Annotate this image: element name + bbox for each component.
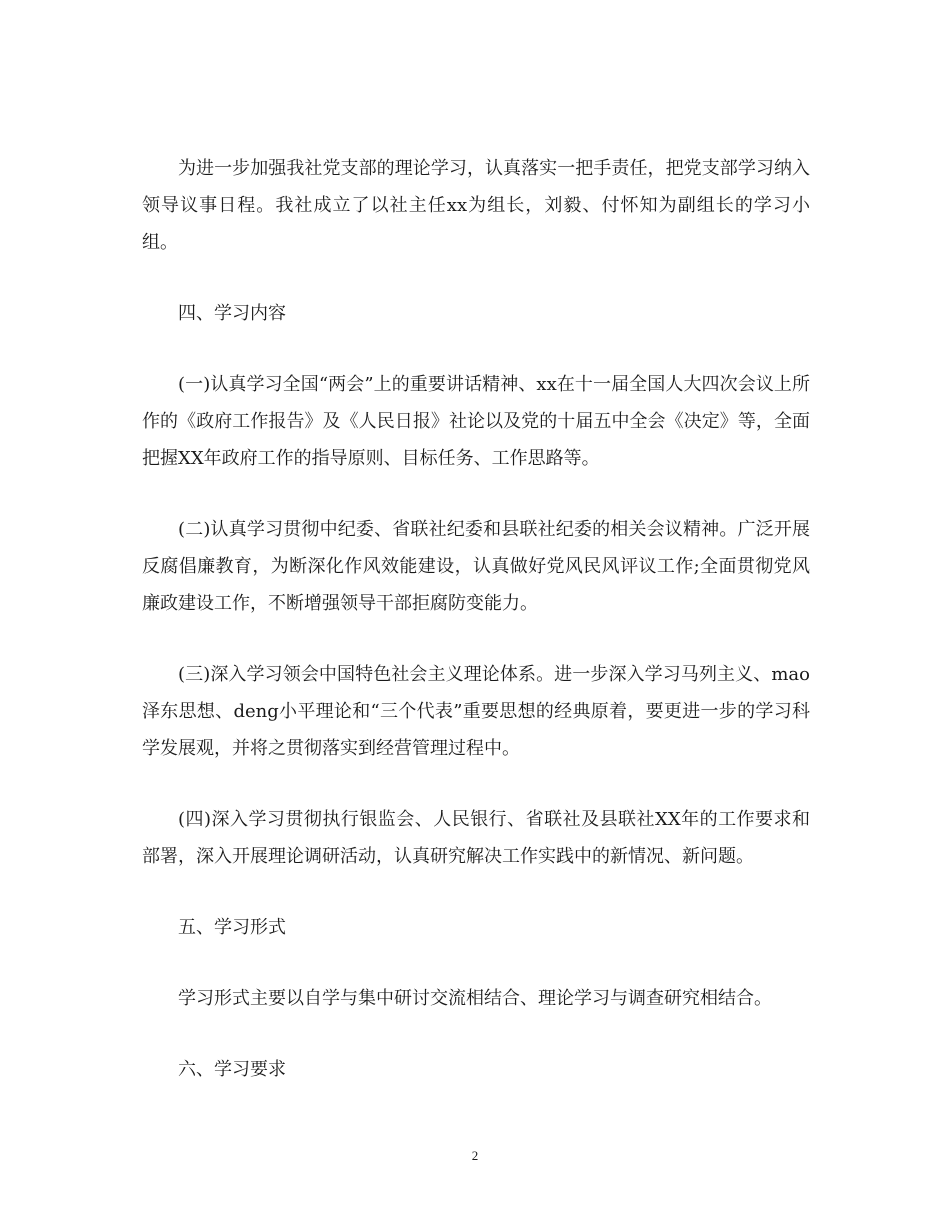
document-body <box>142 150 810 1122</box>
section-heading-study-content: 四、学习内容 <box>178 303 286 324</box>
paragraph-content-item-2: (二)认真学习贯彻中纪委、省联社纪委和县联社纪委的相关会议精神。广泛开展反腐倡廉教育，为断深化作风效能建设，认真做好党风民风评议工作;全面贯彻党风廉政建设工作，不断增强领导干部拒腐防变能力。 <box>142 519 810 614</box>
paragraph-content-item-1: (一)认真学习全国“两会”上的重要讲话精神、xx在十一届全国人大四次会议上所作的《政府工作报告》及《人民日报》社论以及党的十届五中全会《决定》等，全面把握XX年政府工作的指导原则、目标任务、工作思路等。 <box>142 374 810 469</box>
paragraph-content-item-4: (四)深入学习贯彻执行银监会、人民银行、省联社及县联社XX年的工作要求和部署，深入开展理论调研活动，认真研究解决工作实践中的新情况、新问题。 <box>142 809 810 867</box>
paragraph-study-group: 为进一步加强我社党支部的理论学习，认真落实一把手责任，把党支部学习纳入领导议事日程。我社成立了以社主任xx为组长，刘毅、付怀知为副组长的学习小组。 <box>142 158 810 253</box>
paragraph-study-format: 学习形式主要以自学与集中研讨交流相结合、理论学习与调查研究相结合。 <box>178 988 772 1009</box>
section-heading-study-format: 五、学习形式 <box>178 917 286 938</box>
page-number: 2 <box>471 1148 479 1163</box>
section-heading-study-requirements: 六、学习要求 <box>178 1059 286 1080</box>
paragraph-content-item-3: (三)深入学习领会中国特色社会主义理论体系。进一步深入学习马列主义、mao泽东思想、deng小平理论和“三个代表”重要思想的经典原着，要更进一步的学习科学发展观，并将之贯彻落实到经营管理过程中。 <box>142 664 810 759</box>
